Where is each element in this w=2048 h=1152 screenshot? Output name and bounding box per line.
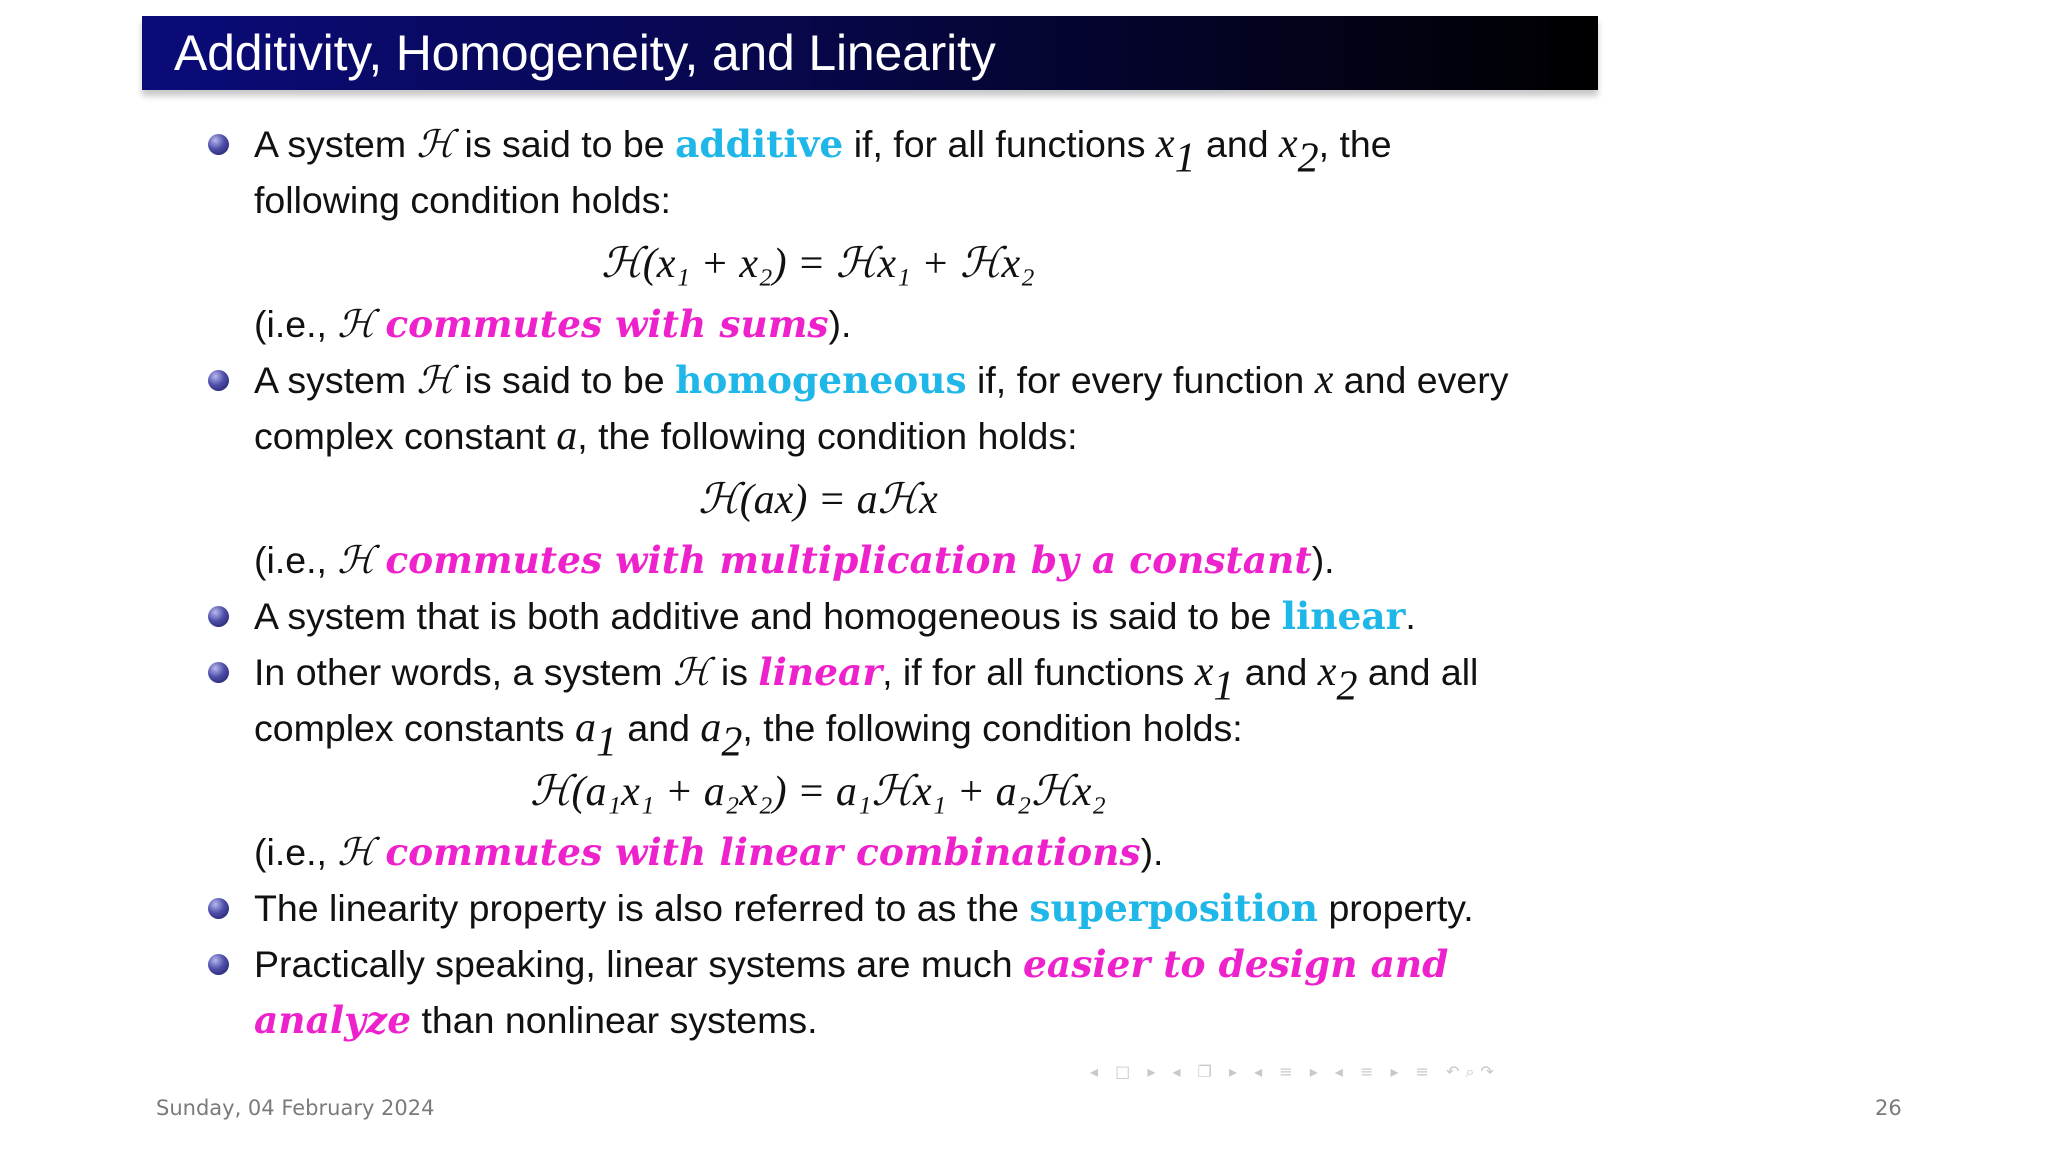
beamer-navigation-icons[interactable]: ◂ □ ▸ ◂ ❐ ▸ ◂ ≡ ▸ ◂ ≡ ▸ ≡ ↶⌕↷ bbox=[1090, 1062, 1500, 1081]
slide-content bbox=[208, 116, 1548, 1048]
bullet-icon bbox=[208, 370, 229, 391]
keyword-commutes-multiplication: commutes with multiplication by a constant bbox=[385, 538, 1312, 582]
bullet-homogeneous-line2: complex constant a, the following condition holds: bbox=[254, 413, 1078, 459]
bullet-practical: Practically speaking, linear systems are much easier to design and analyze than nonlinear systems. bbox=[208, 936, 1548, 1048]
bullet-icon bbox=[208, 606, 229, 627]
bullet-additive-line1: A system ℋ is said to be additive if, for all functions $x_1$ and $x_2$, the bbox=[254, 121, 1392, 182]
bullet-homogeneous-line1: A system ℋ is said to be homogeneous if, for every function x and every bbox=[254, 357, 1509, 403]
slide-title-bar bbox=[142, 16, 1598, 90]
system-symbol: ℋ bbox=[672, 650, 711, 694]
note-commutes-sums: (i.e., ℋ commutes with sums). bbox=[254, 302, 852, 346]
system-symbol: ℋ bbox=[416, 358, 455, 402]
footer-date: Sunday, 04 February 2024 bbox=[156, 1096, 435, 1120]
slide-title: Additivity, Homogeneity, and Linearity bbox=[174, 25, 996, 81]
keyword-linear-italic: linear bbox=[758, 650, 883, 694]
keyword-homogeneous: homogeneous bbox=[675, 358, 967, 402]
bullet-additive-line2: following condition holds: bbox=[254, 179, 671, 221]
keyword-analyze: analyze bbox=[254, 998, 412, 1042]
equation-linearity: ℋ(a₁x₁ + a₂x₂) = a₁ℋx₁ + a₂ℋx₂ bbox=[530, 769, 1106, 815]
keyword-commutes-linear-combinations: commutes with linear combinations bbox=[385, 830, 1141, 874]
bullet-additive bbox=[208, 116, 1548, 228]
bullet-icon bbox=[208, 662, 229, 683]
system-symbol: ℋ bbox=[416, 122, 455, 166]
equation-additivity: ℋ(x₁ + x₂) = ℋx₁ + ℋx₂ bbox=[601, 241, 1035, 287]
bullet-superposition: The linearity property is also referred to as the superposition property. bbox=[208, 880, 1548, 936]
keyword-additive: additive bbox=[675, 122, 844, 166]
bullet-linear-definition: A system that is both additive and homogeneous is said to be linear. bbox=[208, 588, 1548, 644]
bullet-homogeneous bbox=[208, 352, 1548, 464]
bullet-linear-combined-line2: complex constants $a_1$ and $a_2$, the following condition holds: bbox=[254, 705, 1243, 766]
equation-homogeneity: ℋ(ax) = aℋx bbox=[698, 477, 938, 523]
keyword-superposition: superposition bbox=[1029, 886, 1319, 930]
slide-number: 26 bbox=[1875, 1096, 1902, 1120]
bullet-icon bbox=[208, 954, 229, 975]
note-commutes-multiplication: (i.e., ℋ commutes with multiplication by a constant). bbox=[254, 538, 1335, 582]
keyword-linear: linear bbox=[1281, 594, 1406, 638]
bullet-icon bbox=[208, 898, 229, 919]
keyword-commutes-sums: commutes with sums bbox=[385, 302, 829, 346]
keyword-easier-to-design: easier to design and bbox=[1023, 942, 1449, 986]
bullet-linear-combined bbox=[208, 644, 1548, 766]
bullet-icon bbox=[208, 134, 229, 155]
note-commutes-linear-combinations: (i.e., ℋ commutes with linear combinations). bbox=[254, 830, 1164, 874]
bullet-linear-combined-line1: In other words, a system ℋ is linear, if for all functions $x_1$ and $x_2$ and all bbox=[254, 649, 1479, 710]
